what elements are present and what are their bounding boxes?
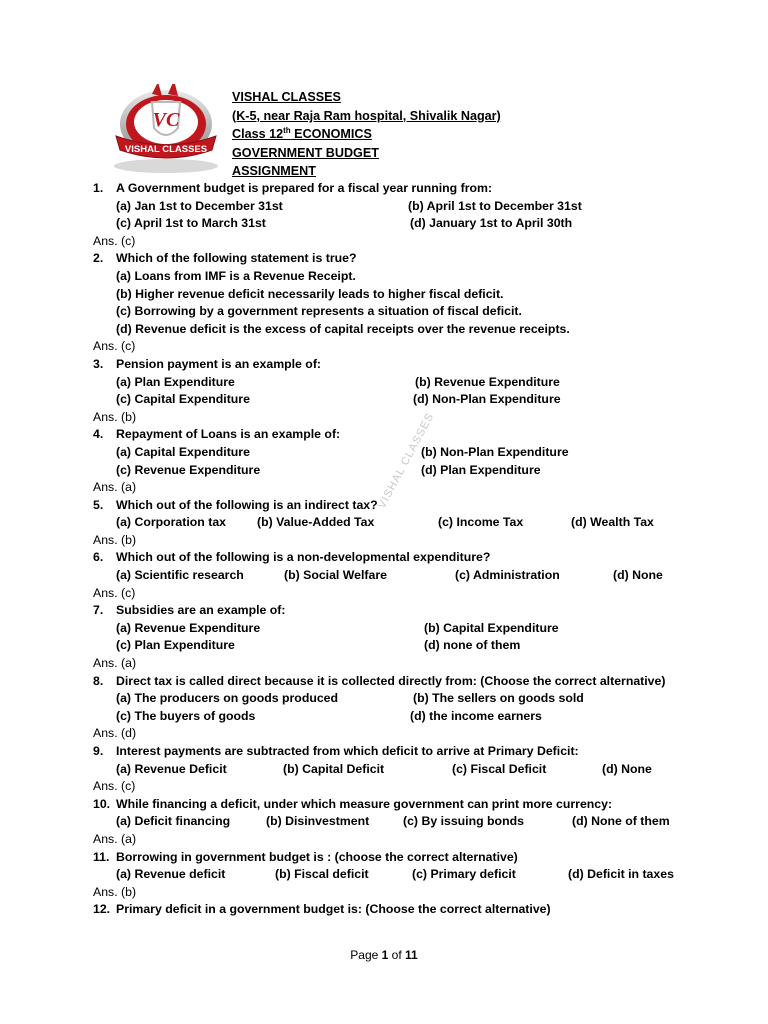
question-options: [93, 215, 713, 233]
question-list: [93, 180, 713, 919]
option: (a) The producers on goods produced: [116, 691, 339, 706]
answer: Ans. (b): [93, 409, 137, 424]
option: (b) Value-Added Tax: [257, 515, 375, 530]
option: (d) Deficit in taxes: [568, 867, 674, 882]
option: (c) Revenue Expenditure: [116, 462, 261, 477]
option: (a) Deficit financing: [116, 814, 231, 829]
total-pages: 11: [405, 948, 418, 962]
option: (b) April 1st to December 31st: [408, 198, 582, 213]
option: (c) Capital Expenditure: [116, 392, 250, 407]
answer: Ans. (c): [93, 233, 136, 248]
answer: Ans. (b): [93, 884, 137, 899]
option: (c) Fiscal Deficit: [452, 761, 547, 776]
option: (a) Jan 1st to December 31st: [116, 198, 283, 213]
option: (c) Primary deficit: [412, 867, 516, 882]
question-1: 1. A Government budget is prepared for a fiscal year running from:: [93, 181, 493, 195]
option: (b) Revenue Expenditure: [415, 374, 560, 389]
page-footer: Page 1 of 11: [350, 948, 418, 962]
question-2: 2. Which of the following statement is true?: [93, 251, 357, 266]
option: (c) April 1st to March 31st: [116, 216, 266, 231]
document-type: ASSIGNMENT: [232, 164, 316, 179]
option: (c) By issuing bonds: [403, 814, 524, 829]
vishal-classes-logo: [108, 84, 224, 176]
option: (b) Fiscal deficit: [275, 867, 369, 882]
option: (d) Revenue deficit is the excess of capital receipts over the revenue receipts.: [116, 321, 570, 336]
question-10: 10. While financing a deficit, under which measure government can print more currency:: [93, 796, 613, 811]
option: (d) the income earners: [410, 708, 542, 723]
option: (a) Capital Expenditure: [116, 444, 250, 459]
option: (b) Capital Expenditure: [424, 620, 559, 635]
option: (d) Plan Expenditure: [421, 462, 541, 477]
question-5: 5. Which out of the following is an indirect tax?: [93, 497, 378, 512]
option: (a) Scientific research: [116, 568, 244, 583]
option: (c) The buyers of goods: [116, 708, 256, 723]
option: (d) None: [613, 568, 663, 583]
option: (b) Non-Plan Expenditure: [421, 444, 569, 459]
option: (a) Revenue deficit: [116, 867, 226, 882]
answer: Ans. (a): [93, 831, 137, 846]
option: (d) None of them: [572, 814, 670, 829]
option: (a) Loans from IMF is a Revenue Receipt.: [116, 268, 356, 283]
option: (a) Revenue Expenditure: [116, 620, 261, 635]
question-12: 12. Primary deficit in a government budget is: (Choose the correct alternative): [93, 902, 551, 917]
option: (a) Revenue Deficit: [116, 761, 227, 776]
current-page: 1: [381, 948, 389, 962]
question-8: 8. Direct tax is called direct because it is collected directly from: (Choose the correct alternative): [93, 673, 666, 688]
answer: Ans. (a): [93, 480, 137, 495]
class-line: Class 12th ECONOMICS: [232, 126, 372, 142]
option: (a) Corporation tax: [116, 515, 226, 530]
answer: Ans. (c): [93, 585, 136, 600]
document-header: [232, 88, 501, 181]
option: (c) Borrowing by a government represents a situation of fiscal deficit.: [116, 304, 522, 319]
question-7: 7. Subsidies are an example of:: [93, 603, 286, 618]
option: (b) The sellers on goods sold: [413, 691, 584, 706]
answer: Ans. (d): [93, 726, 137, 741]
question-options: [93, 198, 713, 216]
question-11: 11. Borrowing in government budget is : (choose the correct alternative): [93, 849, 518, 864]
option: (d) January 1st to April 30th: [410, 216, 573, 231]
option: (d) Wealth Tax: [571, 515, 654, 530]
option: (c) Income Tax: [438, 515, 524, 530]
answer: Ans. (c): [93, 339, 136, 354]
option: (b) Disinvestment: [266, 814, 370, 829]
logo-initials: VC: [152, 109, 180, 131]
option: (d) none of them: [424, 638, 521, 653]
topic-title: GOVERNMENT BUDGET: [232, 145, 379, 160]
option: (b) Capital Deficit: [283, 761, 385, 776]
option: (a) Plan Expenditure: [116, 374, 235, 389]
institute-address: (K-5, near Raja Ram hospital, Shivalik Nagar): [232, 108, 501, 123]
question-6: 6. Which out of the following is a non-developmental expenditure?: [93, 550, 491, 565]
logo-banner-text: VISHAL CLASSES: [124, 144, 208, 155]
institute-name: VISHAL CLASSES: [232, 90, 341, 104]
option: (d) Non-Plan Expenditure: [413, 392, 561, 407]
answer: Ans. (a): [93, 656, 137, 671]
watermark: VISHAL CLASSES: [376, 410, 437, 511]
question-9: 9. Interest payments are subtracted from which deficit to arrive at Primary Deficit:: [93, 744, 579, 758]
option: (d) None: [602, 761, 652, 776]
question-3: 3. Pension payment is an example of:: [93, 356, 322, 371]
question-4: 4. Repayment of Loans is an example of:: [93, 427, 341, 442]
answer: Ans. (c): [93, 779, 136, 794]
option: (c) Plan Expenditure: [116, 638, 235, 653]
answer: Ans. (b): [93, 532, 137, 547]
option: (b) Social Welfare: [284, 568, 387, 583]
option: (c) Administration: [455, 568, 560, 583]
option: (b) Higher revenue deficit necessarily leads to higher fiscal deficit.: [116, 286, 504, 301]
